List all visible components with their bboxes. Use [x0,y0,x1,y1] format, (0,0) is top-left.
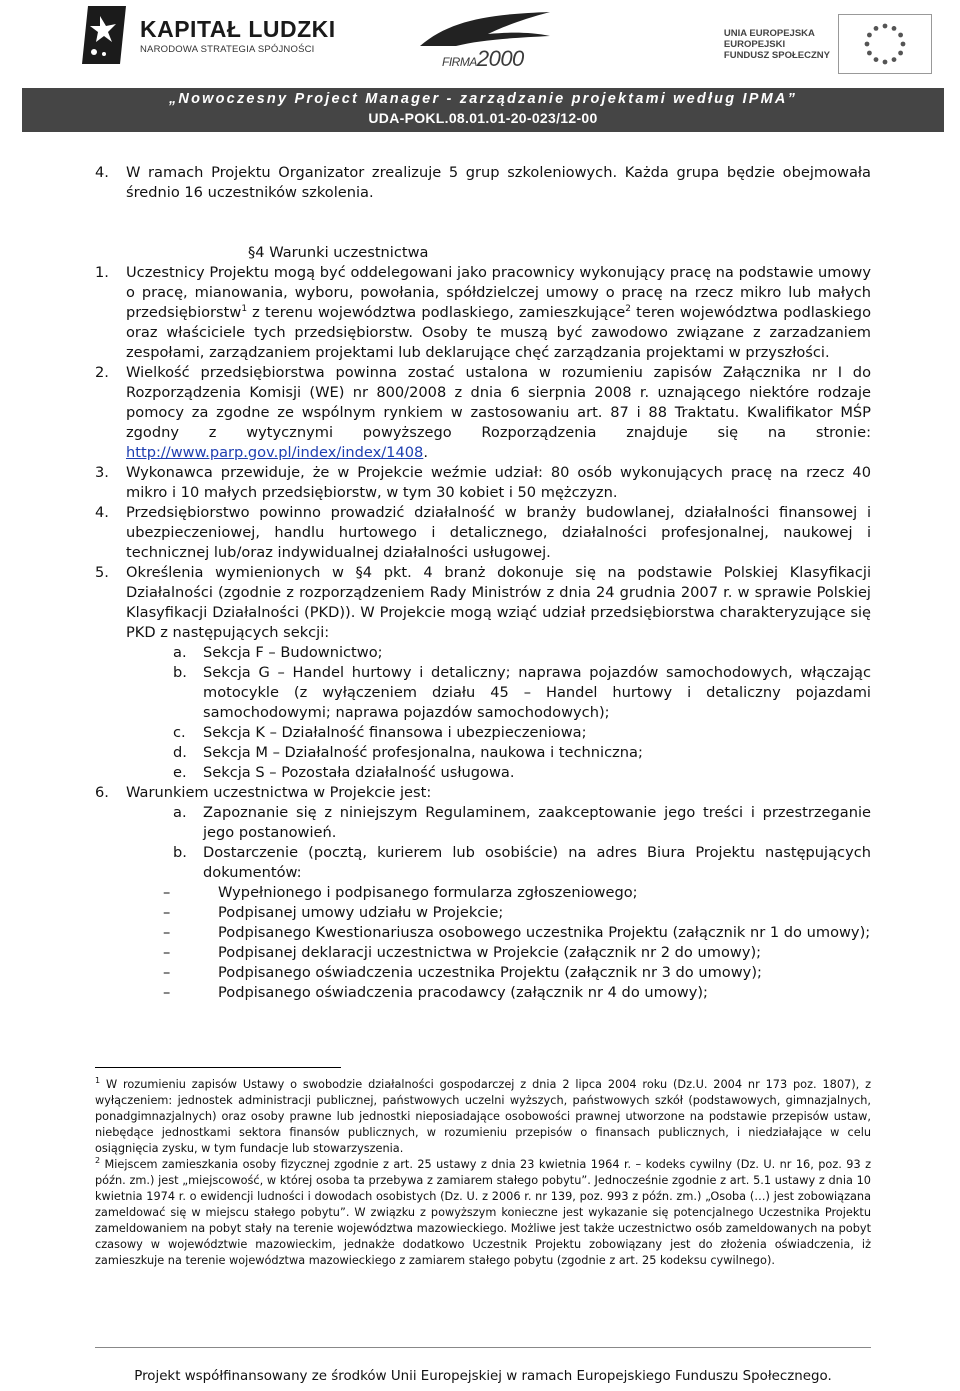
list-item [95,503,871,563]
dash-item [163,943,871,963]
dash-bullet: – [163,944,171,961]
dash-text: Podpisanej deklaracji uczestnictwa w Projekcie (załącznik nr 2 do umowy); [218,944,762,961]
sub-number: b. [173,844,187,861]
sub-number: e. [173,764,187,781]
sub-number: c. [173,724,186,741]
item-number: 1. [95,264,109,281]
sub-text: Sekcja M – Działalność profesjonalna, naukowa i techniczna; [203,744,643,761]
item-number: 3. [95,464,109,481]
kl-subtitle: NARODOWA STRATEGIA SPÓJNOŚCI [140,43,315,55]
kapital-ludzki-text [140,16,336,55]
sublist-item [173,803,871,843]
dash-text: Podpisanego oświadczenia pracodawcy (załącznik nr 4 do umowy); [218,984,708,1001]
p1-text-b: z terenu województwa podlaskiego, zamieszkujące [247,304,626,321]
list-item [95,783,871,803]
sub-text: Sekcja K – Działalność finansowa i ubezpieczeniowa; [203,724,587,741]
eu-line-3: FUNDUSZ SPOŁECZNY [723,49,830,61]
list-item [95,163,871,203]
firma-wordmark [442,46,524,72]
dash-bullet: – [163,964,171,981]
dash-text: Podpisanego oświadczenia uczestnika Projektu (załącznik nr 3 do umowy); [218,964,762,981]
footer-separator [95,1347,871,1348]
sub-text: Dostarczenie (pocztą, kurierem lub osobiście) na adres Biura Projektu następujących dokumentów: [203,844,871,881]
item-text: Warunkiem uczestnictwa w Projekcie jest: [126,784,432,801]
page-header [22,0,944,132]
sublist-item [173,843,871,883]
dash-bullet: – [163,984,171,1001]
document-body [95,163,871,1003]
dash-item [163,903,871,923]
item-number: 4. [95,504,109,521]
sub-number: d. [173,744,187,761]
sub-number: b. [173,664,187,681]
footnote-mark: 2 [95,1156,101,1166]
parp-link[interactable]: http://www.parp.gov.pl/index/index/1408 [126,444,424,461]
list-item [95,363,871,463]
dash-bullet: – [163,884,171,901]
eu-text [724,28,830,61]
page-footer: Projekt współfinansowany ze środków Unii Europejskiej w ramach Europejskiego Funduszu Społecznego. [134,1369,832,1384]
footnote-text: W rozumieniu zapisów Ustawy o swobodzie działalności gospodarczej z dnia 2 lipca 2004 roku (Dz.U. 2004 nr 173 poz. 1807), z wyłączeniem: jednostek administracji publicznej, państwowych uczelni wyższych, państwowych szkół (podstawowych, gimnazjalnych, ponadgimnazjalnych) oraz osoby prawne lub jednostki nieposiadające osobowości prawnej utworzone na podstawie przepisów ustaw, niebędące jednostkami sektora finansów publicznych, w rozumieniu przepisów o finansach publicznych, i niedziałające w celu osiągnięcia zysku, w tym fundacje lub stowarzyszenia. [95,1078,871,1155]
logo-strip [22,0,944,88]
sub-number: a. [173,804,187,821]
dash-text: Podpisanej umowy udziału w Projekcie; [218,904,504,921]
eu-logo [724,14,932,74]
item-text [126,263,871,363]
sublist-item [173,663,871,723]
firma-2000-logo [400,10,570,80]
sublist-item [173,763,871,783]
sub-number: a. [173,644,187,661]
p2-after-link: . [423,444,428,461]
firma-number: 2000 [476,46,524,71]
sublist-item [173,723,871,743]
kapital-ludzki-logo [80,4,336,66]
item-text [126,363,871,463]
project-banner [22,88,944,132]
dash-item [163,983,871,1003]
eu-line-2: EUROPEJSKI [723,38,786,50]
list-item [95,463,871,503]
footnotes [95,1077,871,1269]
footnote-ref-2[interactable]: 2 [625,304,631,315]
item-number: 2. [95,364,109,381]
dash-text: Wypełnionego i podpisanego formularza zgłoszeniowego; [218,884,638,901]
sub-text: Sekcja G – Handel hurtowy i detaliczny; naprawa pojazdów samochodowych, włączając motocykle (z wyłączeniem działu 45 – Handel hurtowy i detaliczny pojazdami samochodowymi; naprawa pojazdów samochodowych); [203,664,871,721]
dash-item [163,883,871,903]
banner-title: „Nowoczesny Project Manager - zarządzanie projektami według IPMA” [168,91,798,107]
sub-text: Sekcja S – Pozostała działalność usługowa. [203,764,515,781]
footnote-ref-1[interactable]: 1 [241,304,248,315]
item-number: 5. [95,564,109,581]
item-number: 4. [95,164,109,181]
footnote-text: Miejscem zamieszkania osoby fizycznej zgodnie z art. 25 ustawy z dnia 23 kwietnia 1964 r. – kodeks cywilny (Dz. U. nr 16, poz. 93 z późn. zm.) jest „miejscowość, w której osoba ta przebywa z zamiarem stałego pobytu”. Jednocześnie zgodnie z art. 5.1 ustawy z dnia 10 kwietnia 1974 r. o ewidencji ludności i dowodach osobistych (Dz. U. z 2006 r. nr 139, poz. 993 z późn. zm.) „Osoba (…) jest zobowiązana zameldować się w miejscu stałego pobytu”. W związku z powyższym konieczne jest wykazanie się potencjalnego Uczestnika Projektu zameldowaniem na pobyt stały na terenie województwa mazowieckiego. Możliwe jest także uczestnictwo osób zameldowanych na pobyt czasowy w województwie mazowieckim, jednakże dodatkowo Uczestnik Projektu zobowiązany jest do złożenia oświadczenia, iż zamieszkuje na terenie województwa mazowieckiego z zamiarem stałego pobytu (zgodnie z art. 25 kodeksu cywilnego). [95,1158,871,1267]
p2-text: Wielkość przedsiębiorstwa powinna zostać ustalona w rozumieniu zapisów Załącznika nr I do Rozporządzenia Komisji (WE) nr 800/2008 z dnia 6 sierpnia 2008 r. uznającego niektóre rodzaje pomocy za zgodne ze wspólnym rynkiem w zastosowaniu art. 87 i 88 Traktatu. Kwalifikator MŚP zgodny z wytycznymi powyższego Rozporządzenia znajduje się na stronie: [126,364,871,441]
dash-bullet: – [163,924,171,941]
dash-item [163,923,871,943]
dash-item [163,963,871,983]
firma-bird-icon [400,10,570,50]
firma-label: FIRMA [442,55,477,69]
item-text: Określenia wymienionych w §4 pkt. 4 branż dokonuje się na podstawie Polskiej Klasyfikacji Działalności (zgodnie z rozporządzeniem Rady Ministrów z dnia 24 grudnia 2007 r. w sprawie Polskiej Klasyfikacji Działalności (PKD)). W Projekcie mogą wziąć udział przedsiębiorstwa charakteryzujące się PKD z następujących sekcji: [126,564,871,641]
kl-title: KAPITAŁ LUDZKI [140,15,336,42]
footnote-mark: 1 [95,1076,101,1086]
dash-bullet: – [163,904,171,921]
sub-text: Zapoznanie się z niniejszym Regulaminem, zaakceptowanie jego treści i przestrzeganie jego postanowień. [203,804,871,841]
list-item [95,263,871,363]
footnote-2 [95,1157,871,1269]
dash-text: Podpisanego Kwestionariusza osobowego uczestnika Projektu (załącznik nr 1 do umowy); [218,924,871,941]
item-text: W ramach Projektu Organizator zrealizuje 5 grup szkoleniowych. Każda grupa będzie obejmowała średnio 16 uczestników szkolenia. [126,164,871,201]
footnote-separator [95,1067,341,1068]
item-text: Wykonawca przewiduje, że w Projekcie weźmie udział: 80 osób wykonujących pracę na rzecz 40 mikro i 10 małych przedsiębiorstw, w tym 30 kobiet i 50 mężczyzn. [126,464,871,501]
sub-text: Sekcja F – Budownictwo; [203,644,383,661]
sublist-item [173,743,871,763]
item-text: Przedsiębiorstwo powinno prowadzić działalność w branży budowlanej, działalności finansowej i ubezpieczeniowej, handlu hurtowego i detalicznego, działalności profesjonalnej, naukowej i technicznej lub/oraz indywidualnej działalności usługowej. [126,504,871,561]
footnote-1 [95,1077,871,1157]
item-number: 6. [95,784,109,801]
list-item [95,563,871,643]
sublist-item [173,643,871,663]
eu-line-1: UNIA EUROPEJSKA [723,27,815,39]
kapital-ludzki-emblem-icon [80,4,132,66]
banner-code: UDA-POKL.08.01.01-20-023/12-00 [368,110,598,126]
p1-text-c: teren województwa podlaskiego oraz właściciele tych przedsiębiorstw. Osoby te muszą być zawodowo związane z zarzadzaniem zespołami, zarządzaniem projektami lub deklarujące chęć zarządzania projektami w przyszłości. [126,304,872,361]
eu-flag-icon [838,14,932,74]
section-title: §4 Warunki uczestnictwa [248,244,429,261]
p1-text-a: Uczestnicy Projektu mogą być oddelegowani jako pracownicy wykonujący pracę na podstawie umowy o pracę, mianowania, wyboru, powołania, spółdzielczej umowy o pracę na rzecz mikro lub małych przedsiębiorstw [126,264,871,321]
